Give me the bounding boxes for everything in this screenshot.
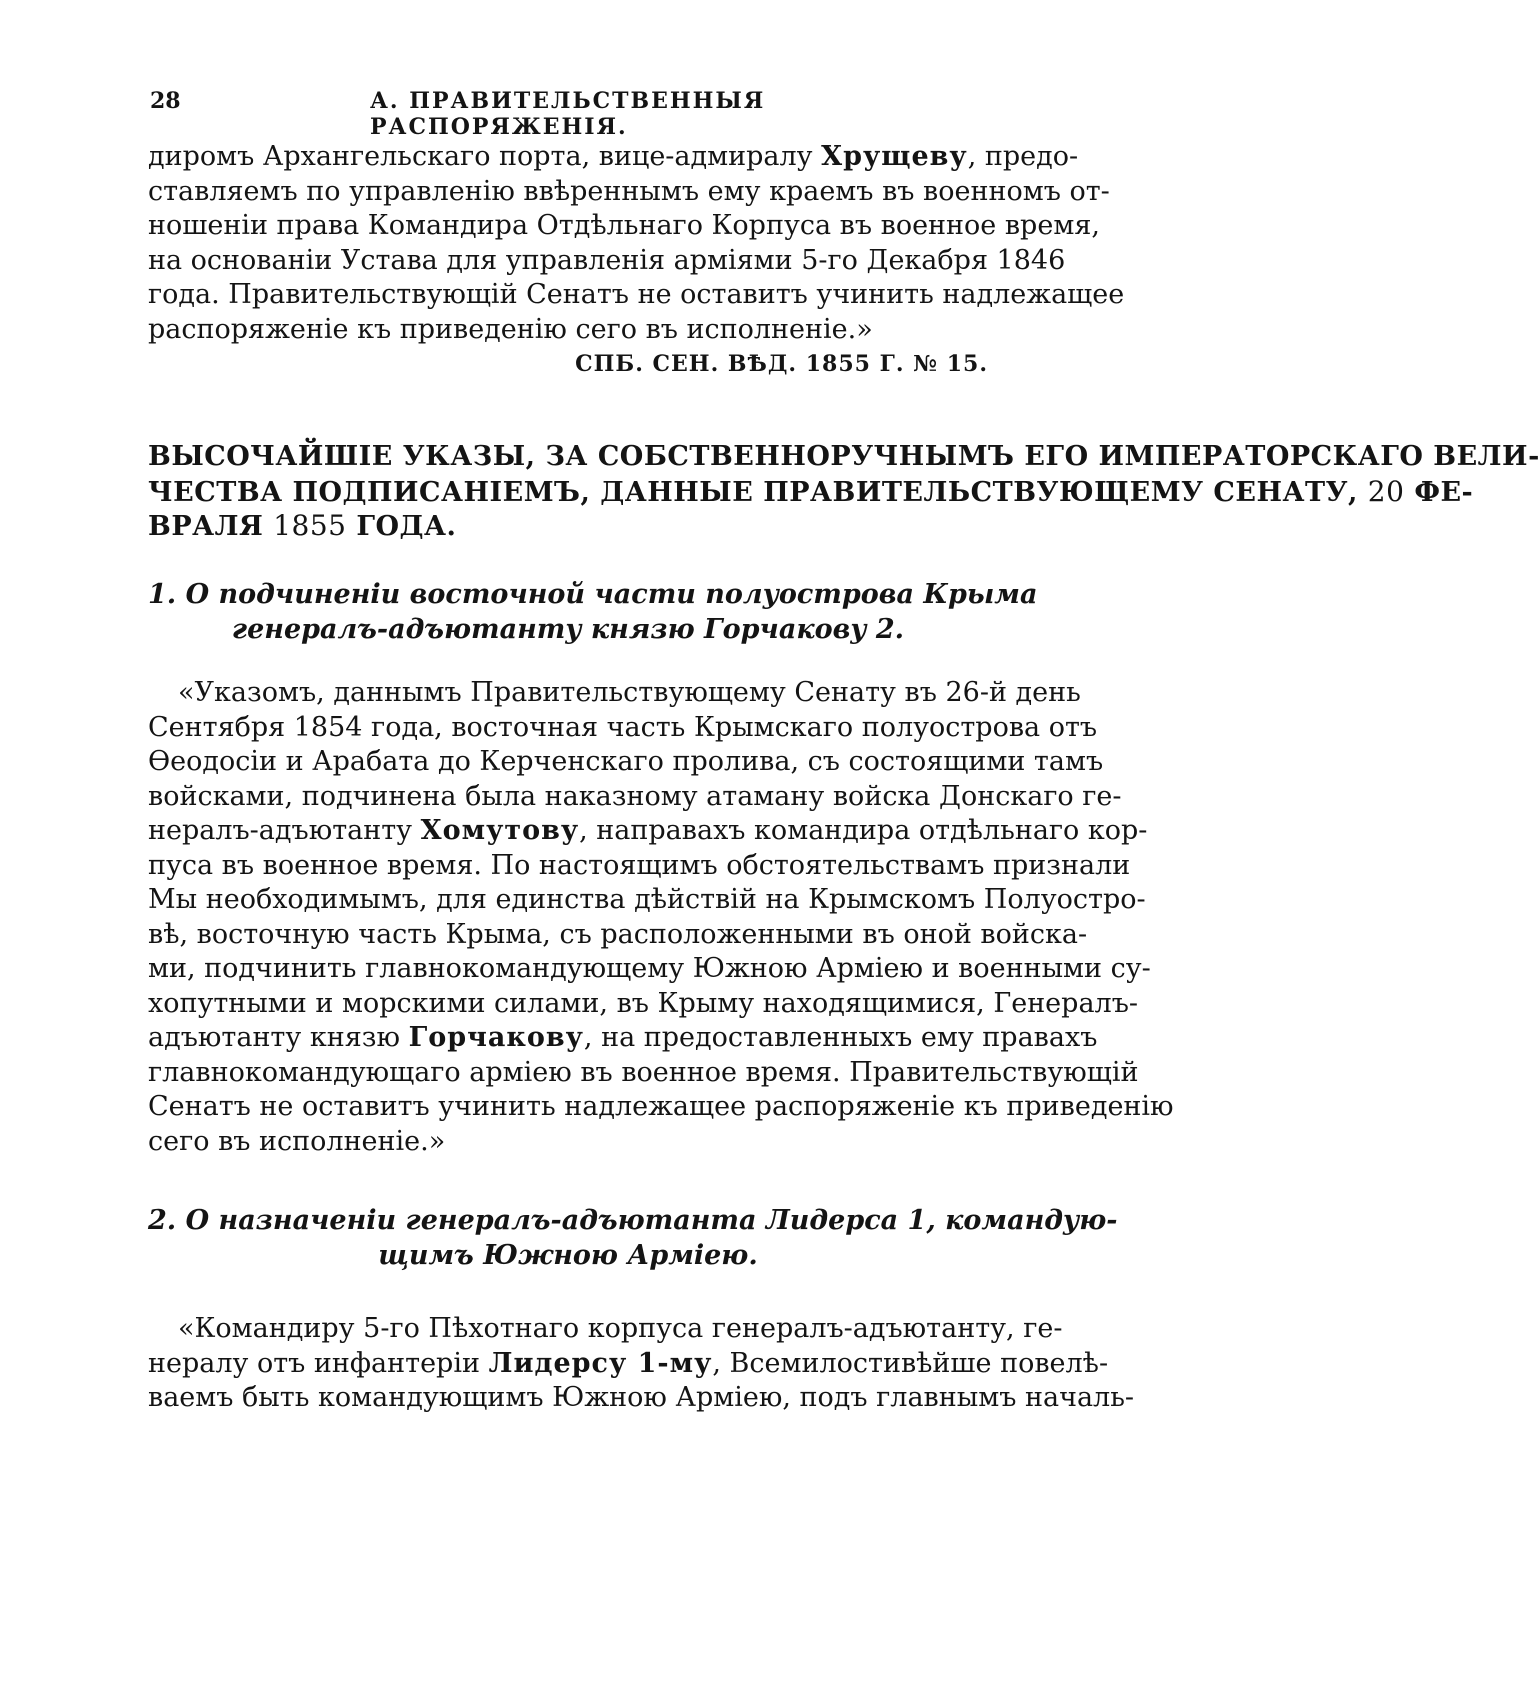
bold-name: Хрущеву <box>821 141 968 172</box>
text-run: на основаніи Устава для управленія арміями 5-го Декабря 1846 <box>148 244 1066 276</box>
text-line <box>148 1056 1139 1091</box>
text-run: ношеніи права Командира Отдѣльнаго Корпуса въ военное время, <box>148 210 1100 241</box>
text-line <box>148 780 1122 815</box>
numeral: 20 <box>1367 474 1405 508</box>
text-run: 2. О назначеніи генералъ-адъютанта Лидерса 1, командую- <box>148 1205 1118 1236</box>
text-line <box>148 578 1038 613</box>
section-2-body <box>148 1312 1135 1416</box>
page-header <box>150 88 990 140</box>
text-line <box>148 1239 988 1274</box>
text-line <box>148 676 1081 711</box>
text-line <box>148 440 1540 475</box>
text-run: сего въ исполненіе.» <box>148 1125 446 1157</box>
text-line <box>148 509 988 544</box>
page-number: 28 <box>150 88 181 114</box>
text-run: Сентября 1854 года, восточная часть Крымскаго полуострова отъ <box>148 711 1098 743</box>
section-2-lines <box>148 1312 1135 1416</box>
numeral: 1855 <box>273 509 347 542</box>
text-line <box>148 711 1098 746</box>
text-line <box>148 313 988 348</box>
text-run: щимъ Южною Арміею. <box>378 1239 758 1271</box>
text-run: хопутными и морскими силами, въ Крыму находящимися, Генералъ- <box>148 987 1138 1019</box>
text-line <box>148 987 1138 1022</box>
text-run: ФЕ- <box>1404 476 1474 508</box>
text-run: адъютанту князю <box>148 1022 409 1053</box>
section-1-heading-lines <box>148 578 1038 647</box>
text-line <box>148 814 1148 849</box>
text-run: , на предоставленныхъ ему правахъ <box>583 1022 1098 1053</box>
text-run: диромъ Архангельскаго порта, вице-адмиралу <box>148 141 822 172</box>
text-line <box>148 1125 988 1160</box>
bold-name: Хомутову <box>420 815 580 846</box>
section-2-heading <box>148 1204 1118 1273</box>
text-run: Мы необходимымъ, для единства дѣйствій на Крымскомъ Полуостро- <box>148 884 1146 915</box>
text-run: 1. О подчиненіи восточной части полуострова Крыма <box>148 579 1038 610</box>
text-run: , предо- <box>967 141 1079 172</box>
text-run: ВРАЛЯ <box>148 511 274 542</box>
text-line <box>148 1204 1118 1239</box>
intro-lines <box>148 140 1125 347</box>
text-line <box>148 1090 1174 1125</box>
text-run: Ѳеодосіи и Арабата до Керченскаго пролива, съ состоящими тамъ <box>148 746 1104 777</box>
text-run: пуса въ военное время. По настоящимъ обстоятельствамъ признали <box>148 849 1131 881</box>
text-line <box>148 745 1104 780</box>
section-2-heading-lines <box>148 1204 1118 1273</box>
text-run: войсками, подчинена была наказному атаману войска Донскаго ге- <box>148 780 1122 812</box>
text-line <box>148 1381 1135 1416</box>
bold-name: Лидерсу 1-му <box>488 1347 713 1379</box>
text-line <box>148 918 1088 953</box>
text-line <box>148 1347 1109 1382</box>
text-line <box>148 613 988 648</box>
bold-name: Горчакову <box>408 1022 584 1053</box>
citation: СПБ. СЕН. ВѢД. 1855 Г. № 15. <box>575 351 988 377</box>
text-line <box>148 278 1125 313</box>
text-run: , направахъ командира отдѣльнаго кор- <box>579 815 1148 846</box>
running-head: А. ПРАВИТЕЛЬСТВЕННЫЯ РАСПОРЯЖЕНІЯ. <box>370 88 766 140</box>
text-run: ВЫСОЧАЙШІЕ УКАЗЫ, ЗА СОБСТВЕННОРУЧНЫМЪ ЕГО ИМПЕРАТОРСКАГО ВЕЛИ- <box>148 441 1540 472</box>
text-run: распоряженіе къ приведенію сего въ исполненіе.» <box>148 313 873 345</box>
section-1-heading <box>148 578 1038 647</box>
text-run: «Указомъ, даннымъ Правительствующему Сенату въ 26-й день <box>178 677 1081 708</box>
decree-title <box>148 440 1540 544</box>
text-run: года. Правительствующій Сенатъ не оставитъ учинить надлежащее <box>148 279 1125 310</box>
text-line <box>148 952 1151 987</box>
intro-paragraph <box>148 140 1125 382</box>
text-line <box>148 1312 1063 1347</box>
text-run: ми, подчинить главнокомандующему Южною Арміею и военными су- <box>148 953 1151 984</box>
text-run: вѣ, восточную часть Крыма, съ расположенными въ оной войска- <box>148 918 1088 950</box>
text-run: , Всемилостивѣйше повелѣ- <box>712 1347 1109 1379</box>
text-line <box>148 883 1146 918</box>
text-line <box>148 849 1131 884</box>
text-run: нералу отъ инфантеріи <box>148 1347 489 1379</box>
text-run: ГОДА. <box>346 511 457 542</box>
section-1-lines <box>148 676 1174 1159</box>
text-run: ставляемъ по управленію ввѣреннымъ ему краемъ въ военномъ от- <box>148 175 1110 207</box>
text-line <box>148 474 1474 510</box>
decree-title-lines <box>148 440 1540 544</box>
text-run: «Командиру 5-го Пѣхотнаго корпуса генералъ-адъютанту, ге- <box>178 1313 1063 1344</box>
text-line <box>148 244 1066 279</box>
text-run: нералъ-адъютанту <box>148 815 421 846</box>
text-run: главнокомандующаго арміею въ военное время. Правительствующій <box>148 1056 1139 1088</box>
text-line <box>148 175 1110 210</box>
text-run: ЧЕСТВА ПОДПИСАНІЕМЪ, ДАННЫЕ ПРАВИТЕЛЬСТВУЮЩЕМУ СЕНАТУ, <box>148 476 1368 508</box>
text-run: ваемъ быть командующимъ Южною Арміею, подъ главнымъ началь- <box>148 1382 1135 1413</box>
section-1-body <box>148 676 1174 1159</box>
text-line <box>148 140 1079 175</box>
text-run: Сенатъ не оставитъ учинить надлежащее распоряженіе къ приведенію <box>148 1091 1174 1122</box>
text-line <box>148 1021 1098 1056</box>
text-run: генералъ-адъютанту князю Горчакову 2. <box>231 613 905 645</box>
text-line <box>148 209 1100 244</box>
